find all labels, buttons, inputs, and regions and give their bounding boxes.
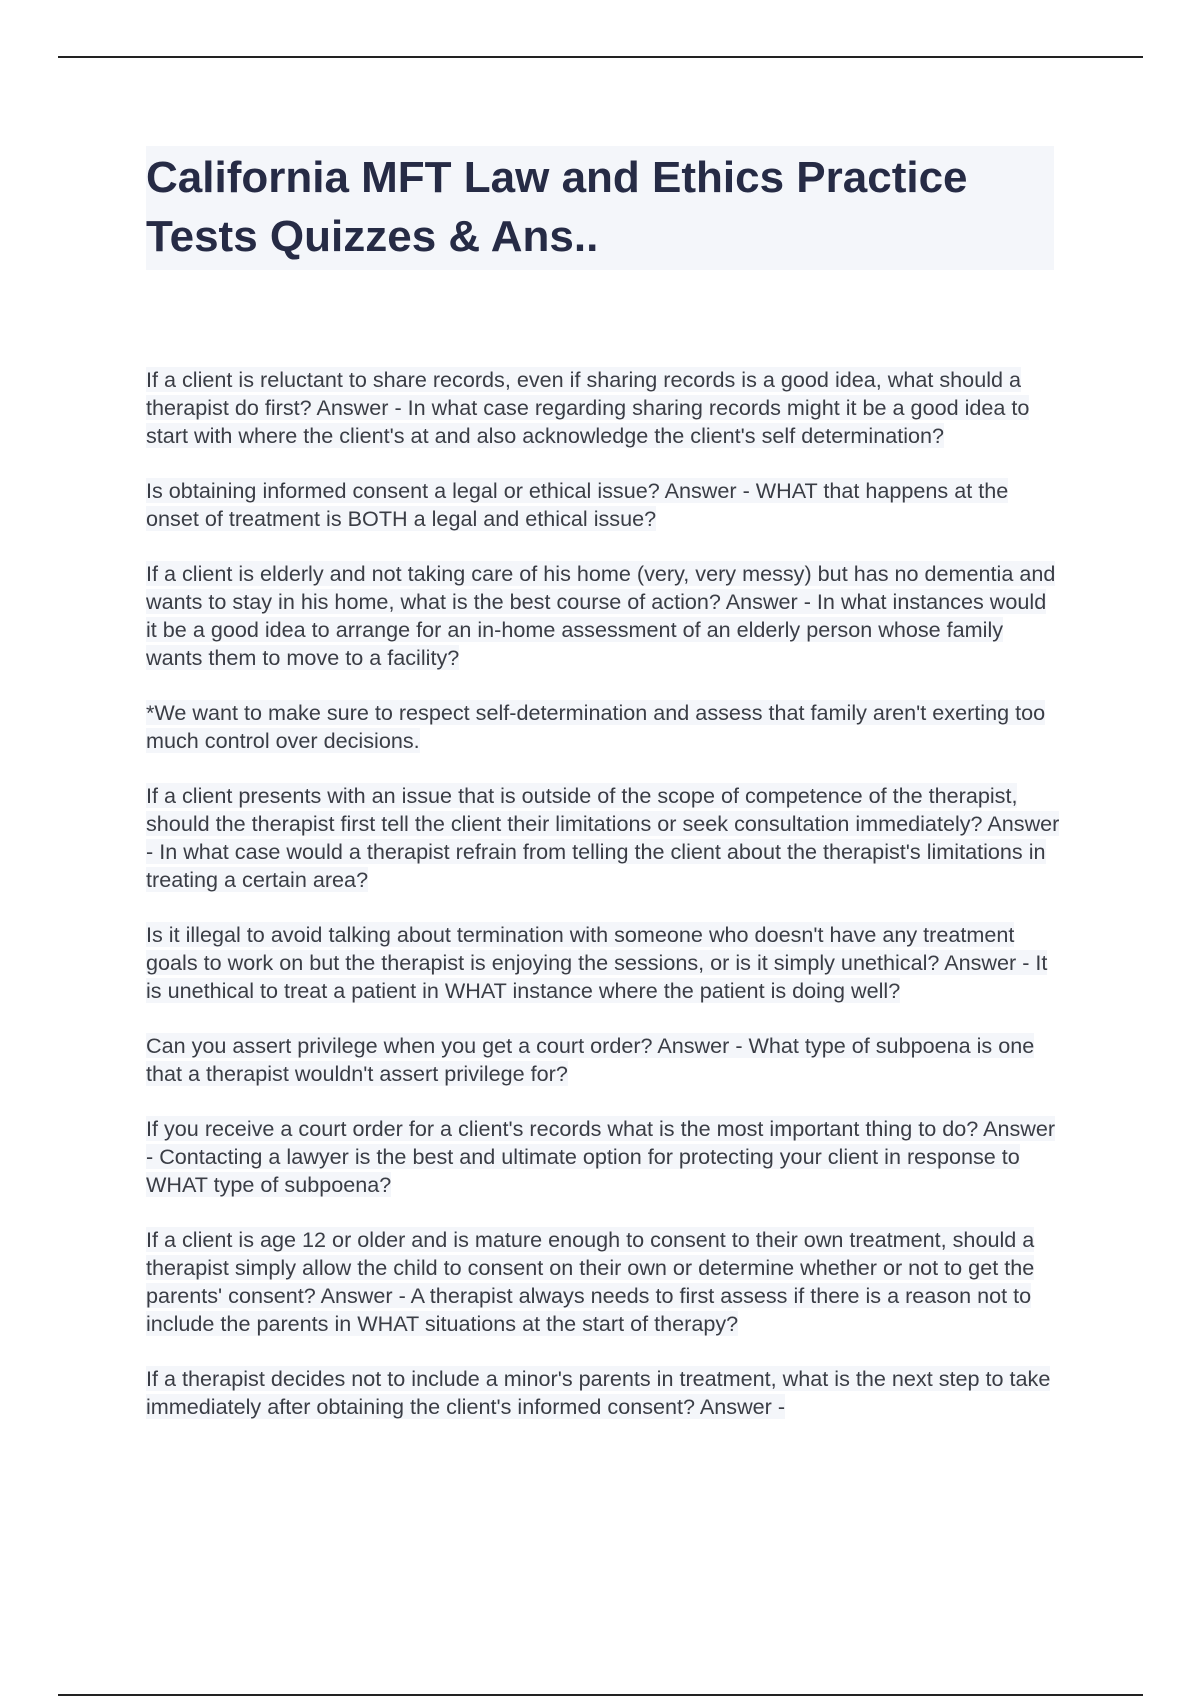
- document-title: California MFT Law and Ethics Practice Tests Quizzes & Ans..: [146, 146, 1054, 270]
- footer-rule: [58, 1694, 1143, 1696]
- qa-paragraph-3: [146, 560, 1061, 672]
- qa-text-5: If a client presents with an issue that is outside of the scope of competence of the therapist, should the therapist first tell the client their limitations or seek consultation immediately? Answer - In what case would a therapist refrain from telling the client about the therapist's limitations in treating a certain area?: [146, 783, 1060, 892]
- qa-content: [146, 366, 1061, 1448]
- qa-text-1: If a client is reluctant to share records, even if sharing records is a good idea, what should a therapist do first? Answer - In what case regarding sharing records might it be a good idea to start with where the client's at and also acknowledge the client's self determination?: [146, 367, 1030, 448]
- qa-text-4: *We want to make sure to respect self-determination and assess that family aren't exerting too much control over decisions.: [146, 700, 1046, 753]
- qa-paragraph-4: [146, 699, 1061, 755]
- qa-text-2: Is obtaining informed consent a legal or ethical issue? Answer - WHAT that happens at the onset of treatment is BOTH a legal and ethical issue?: [146, 478, 1009, 531]
- qa-text-7: Can you assert privilege when you get a court order? Answer - What type of subpoena is one that a therapist wouldn't assert privilege for?: [146, 1033, 1035, 1086]
- qa-text-10: If a therapist decides not to include a minor's parents in treatment, what is the next step to take immediately after obtaining the client's informed consent? Answer -: [146, 1366, 1051, 1419]
- qa-text-9: If a client is age 12 or older and is mature enough to consent to their own treatment, should a therapist simply allow the child to consent on their own or determine whether or not to get the parents' consent? Answer - A therapist always needs to first assess if there is a reason not to include the parents in WHAT situations at the start of therapy?: [146, 1227, 1035, 1336]
- qa-paragraph-1: [146, 366, 1061, 450]
- qa-text-8: If you receive a court order for a client's records what is the most important thing to do? Answer - Contacting a lawyer is the best and ultimate option for protecting your client in response to WHAT type of subpoena?: [146, 1116, 1056, 1197]
- qa-paragraph-9: [146, 1226, 1061, 1338]
- qa-paragraph-7: [146, 1032, 1061, 1088]
- qa-paragraph-8: [146, 1115, 1061, 1199]
- header-rule: [58, 56, 1143, 58]
- qa-paragraph-6: [146, 921, 1061, 1005]
- qa-text-6: Is it illegal to avoid talking about termination with someone who doesn't have any treatment goals to work on but the therapist is enjoying the sessions, or is it simply unethical? Answer - It is unethical to treat a patient in WHAT instance where the patient is doing well?: [146, 922, 1048, 1003]
- qa-paragraph-5: [146, 782, 1061, 894]
- qa-paragraph-2: [146, 477, 1061, 533]
- qa-paragraph-10: [146, 1365, 1061, 1421]
- qa-text-3: If a client is elderly and not taking care of his home (very, very messy) but has no dementia and wants to stay in his home, what is the best course of action? Answer - In what instances would it be a good idea to arrange for an in-home assessment of an elderly person whose family wants them to move to a facility?: [146, 561, 1056, 670]
